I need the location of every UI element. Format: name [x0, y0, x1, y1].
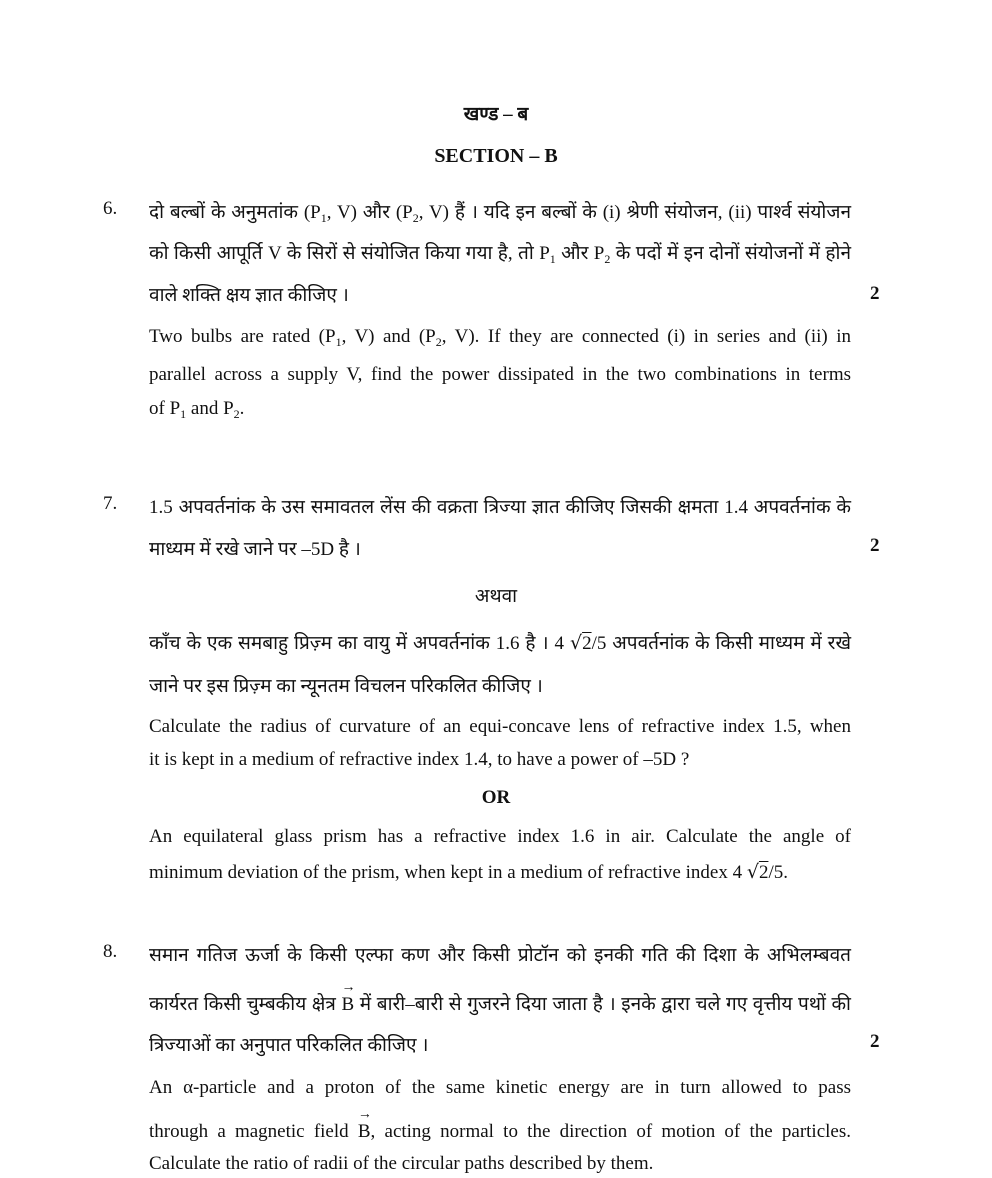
- q7-alt-english-line2: minimum deviation of the prism, when kept in a medium of refractive index 4 √2/5.: [149, 861, 788, 883]
- q7-or-english: OR: [481, 787, 511, 808]
- q7-or-hindi: अथवा: [474, 586, 518, 607]
- q7-hindi-line2: माध्यम में रखे जाने पर –5D है ।: [149, 539, 361, 560]
- q7-alt-english-line1: An equilateral glass prism has a refractive index 1.6 in air. Calculate the angle of: [149, 826, 851, 847]
- q8-marks: 2: [870, 1031, 880, 1052]
- q8-english-line3: Calculate the ratio of radii of the circular paths described by them.: [149, 1153, 654, 1174]
- magnetic-field-vector: → B: [342, 994, 355, 1016]
- q8-hindi-line1: समान गतिज ऊर्जा के किसी एल्फा कण और किसी प्रोटॉन को इनकी गति की दिशा के अभिलम्बवत: [149, 945, 851, 966]
- q7-alt-hindi-line2: जाने पर इस प्रिज़्म का न्यूनतम विचलन परिकलित कीजिए ।: [149, 676, 543, 697]
- q8-hindi-line3: त्रिज्याओं का अनुपात परिकलित कीजिए ।: [149, 1035, 429, 1056]
- q8-number: 8.: [103, 941, 118, 962]
- q6-hindi-line2: को किसी आपूर्ति V के सिरों से संयोजित किया गया है, तो $P_1$ और $P_2$ के पदों में इन दोनों संयोजनों में होने: [149, 243, 851, 266]
- magnetic-field-vector: → B: [358, 1121, 371, 1143]
- q6-number: 6.: [103, 198, 118, 219]
- q8-hindi-line2: कार्यरत किसी चुम्बकीय क्षेत्र → B में बारी–बारी से गुजरने दिया जाता है । इनके द्वारा चले गए वृत्तीय पथों की: [149, 990, 851, 1016]
- q7-number: 7.: [103, 493, 118, 514]
- q7-english-line1: Calculate the radius of curvature of an equi-concave lens of refractive index 1.5, when: [149, 716, 851, 737]
- q7-english-line2: it is kept in a medium of refractive index 1.4, to have a power of –5D ?: [149, 749, 690, 770]
- q6-english-line2: parallel across a supply V, find the power dissipated in the two combinations in terms: [149, 364, 851, 385]
- q6-english-line1: Two bulbs are rated ($P_1$, V) and ($P_2$, V). If they are connected (i) in series and (ii) in: [149, 326, 851, 349]
- section-title-english: SECTION – B: [434, 145, 558, 167]
- q8-english-line2: through a magnetic field → B, acting normal to the direction of motion of the particles.: [149, 1121, 851, 1143]
- q6-marks: 2: [870, 283, 880, 304]
- q6-english-line3: of $P_1$ and $P_2$.: [149, 398, 245, 421]
- q8-english-line1: An α-particle and a proton of the same kinetic energy are in turn allowed to pass: [149, 1077, 851, 1098]
- q7-hindi-line1: 1.5 अपवर्तनांक के उस समावतल लेंस की वक्रता त्रिज्या ज्ञात कीजिए जिसकी क्षमता 1.4 अपवर्तनांक के: [149, 497, 851, 518]
- section-title-hindi: खण्ड – ब: [463, 104, 529, 125]
- q6-hindi-line1: दो बल्बों के अनुमतांक ($P_1$, V) और ($P_2$, V) हैं । यदि इन बल्बों के (i) श्रेणी संयोजन, (ii) पार्श्व संयोजन: [149, 202, 851, 225]
- q7-marks: 2: [870, 535, 880, 556]
- q7-alt-hindi-line1: काँच के एक समबाहु प्रिज़्म का वायु में अपवर्तनांक 1.6 है । 4 √2/5 अपवर्तनांक के किसी माध्यम में रखे: [149, 632, 851, 654]
- q6-hindi-line3: वाले शक्ति क्षय ज्ञात कीजिए ।: [149, 285, 349, 306]
